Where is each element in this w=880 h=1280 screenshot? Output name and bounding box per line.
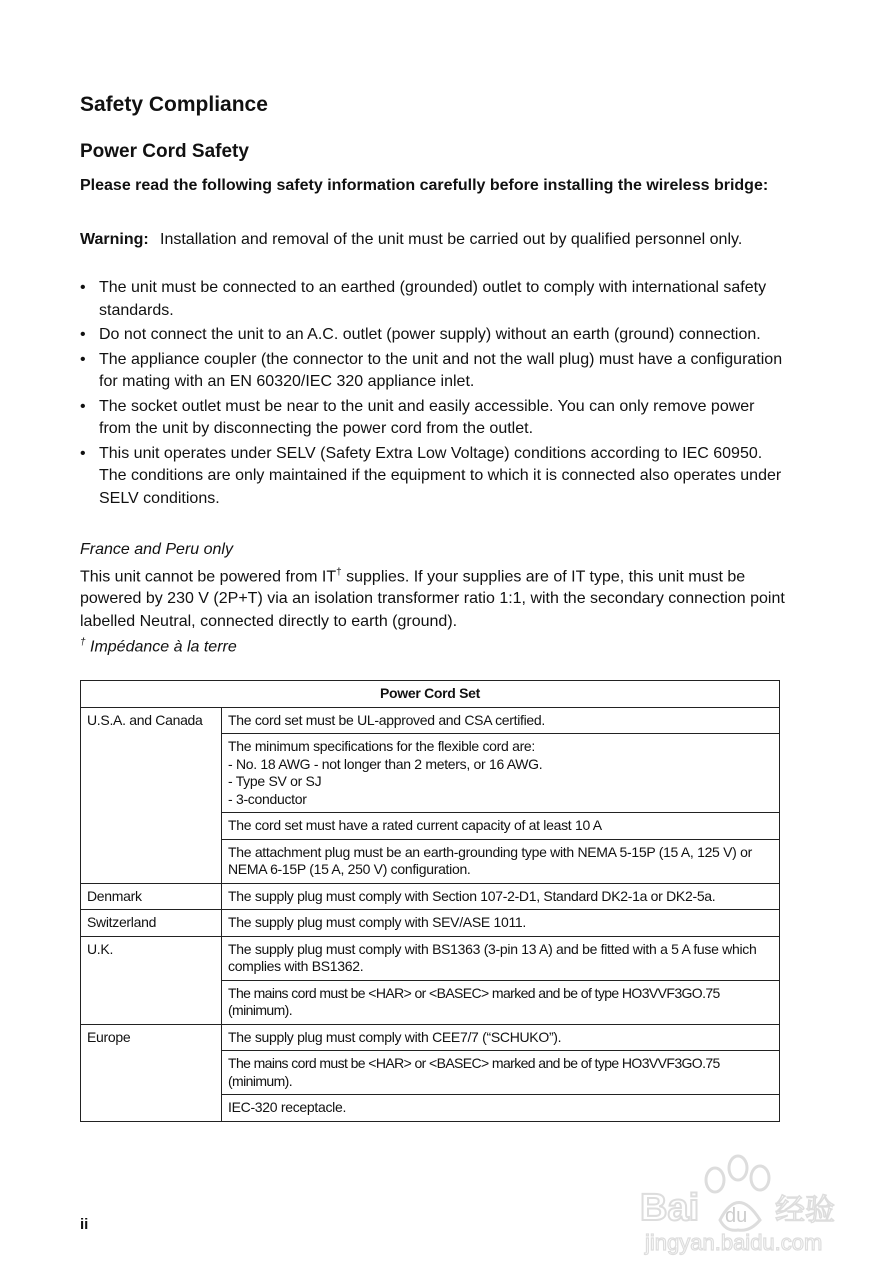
table-row [81,1024,780,1051]
warning-text: Installation and removal of the unit must be carried out by qualified personnel only. [160,231,743,248]
list-item-text: The unit must be connected to an earthed (grounded) outlet to comply with international safety standards. [99,279,767,319]
spec-cell: The supply plug must comply with Section 107-2-D1, Standard DK2-1a or DK2-5a. [222,883,780,910]
svg-text:经验: 经验 [775,1193,835,1228]
footnote [80,637,237,656]
power-cord-table [80,680,780,1122]
country-cell: Europe [81,1024,222,1121]
section-title: Power Cord Safety [80,141,249,162]
spec-cell: The cord set must be UL-approved and CSA certified. [222,707,780,734]
list-item-text: The socket outlet must be near to the unit and easily accessible. You can only remove power from the unit by disconnecting the power cord from the outlet. [99,397,755,437]
table-header: Power Cord Set [81,681,780,708]
country-cell: U.K. [81,936,222,1024]
list-item: • This unit operates under SELV (Safety Extra Low Voltage) conditions according to IEC 60950. The conditions are only maintained if the equipment to which it is connected also operates under SELV conditions. [80,444,782,507]
dagger-mark: † [336,566,342,578]
paw-icon [620,1150,860,1260]
spec-cell: The mains cord must be <HAR> or <BASEC> marked and be of type HO3VVF3GO.75 (minimum). [222,1051,780,1095]
list-item: • The socket outlet must be near to the unit and easily accessible. You can only remove power from the unit by disconnecting the power cord from the outlet. [80,397,755,437]
spec-cell: The cord set must have a rated current capacity of at least 10 A [222,813,780,840]
list-item: • The appliance coupler (the connector to the unit and not the wall plug) must have a configuration for mating with an EN 60320/IEC 320 appliance inlet. [80,350,783,390]
list-item-text: The appliance coupler (the connector to the unit and not the wall plug) must have a configuration for mating with an EN 60320/IEC 320 appliance inlet. [99,350,783,390]
country-cell: Switzerland [81,910,222,937]
france-peru-note [80,539,790,633]
warning-label: Warning: [80,231,149,248]
spec-cell: The supply plug must comply with SEV/ASE 1011. [222,910,780,937]
france-text-a: This unit cannot be powered from IT [80,567,337,585]
country-cell: Denmark [81,883,222,910]
warning [80,229,790,251]
spec-cell: The mains cord must be <HAR> or <BASEC> marked and be of type HO3VVF3GO.75 (minimum). [222,980,780,1024]
country-cell: U.S.A. and Canada [81,707,222,883]
table-row [81,936,780,980]
france-heading: France and Peru only [80,541,233,558]
table-row [81,883,780,910]
list-item: • Do not connect the unit to an A.C. outlet (power supply) without an earth (ground) connection. [80,326,761,343]
page-title: Safety Compliance [80,93,268,116]
spec-cell: IEC-320 receptacle. [222,1095,780,1122]
baidu-watermark-logo [620,1150,860,1260]
france-text-b: supplies. If your supplies are of IT type, this unit must be powered by 230 V (2P+T) via an isolation transformer ratio 1:1, with the secondary connection point labelled Neutral, connected directly to earth (ground). [80,567,785,630]
france-text [80,562,790,634]
spec-cell: The minimum specifications for the flexible cord are: - No. 18 AWG - not longer than 2 meters, or 16 AWG. - Type SV or SJ - 3-conductor [222,734,780,813]
list-item-text: This unit operates under SELV (Safety Extra Low Voltage) conditions according to IEC 60950. The conditions are only maintained if the equipment to which it is connected also operates under SELV conditions. [99,444,782,507]
spec-cell: The supply plug must comply with CEE7/7 (“SCHUKO”). [222,1024,780,1051]
list-item-text: Do not connect the unit to an A.C. outlet (power supply) without an earth (ground) connection. [99,326,761,343]
safety-list [80,277,790,512]
spec-cell: The attachment plug must be an earth-grounding type with NEMA 5-15P (15 A, 125 V) or NEMA 6-15P (15 A, 250 V) configuration. [222,839,780,883]
footnote-text: Impédance à la terre [85,638,237,656]
spec-cell: The supply plug must comply with BS1363 (3-pin 13 A) and be fitted with a 5 A fuse which complies with BS1362. [222,936,780,980]
footnote-mark: † [80,637,86,648]
table-row [81,707,780,734]
svg-text:jingyan.baidu.com: jingyan.baidu.com [645,1230,823,1255]
page-number: ii [80,1216,89,1233]
list-item: • The unit must be connected to an earthed (grounded) outlet to comply with international safety standards. [80,279,767,319]
svg-text:du: du [725,1205,748,1227]
svg-text:Bai: Bai [640,1187,700,1229]
table-row [81,910,780,937]
intro-text: Please read the following safety information carefully before installing the wireless bridge: [80,177,769,194]
